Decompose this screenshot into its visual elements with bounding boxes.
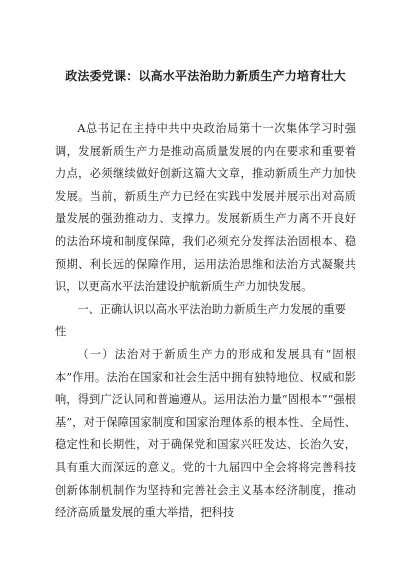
intro-paragraph: A总书记在主持中共中央政治局第十一次集体学习时强调，发展新质生产力是推动高质量发展的内在要求和重要着力点，必须继续做好创新这篇大文章，推动新质生产力加快发展。当前，新质生产力已经在实践中发展并展示出对高质量发展的强劲推动力、支撑力。发展新质生产力离不开良好的法治环境和制度保障，我们必须充分发挥法治固根本、稳预期、利长远的保障作用，运用法治思维和法治方式凝聚共识，以更高水平法治建设护航新质生产力加快发展。 bbox=[55, 122, 356, 294]
document-title: 政法委党课：以高水平法治助力新质生产力培育壮大 bbox=[65, 69, 346, 83]
document-body bbox=[55, 118, 356, 525]
section-heading: 一、正确认识以高水平法治助力新质生产力发展的重要性 bbox=[55, 302, 346, 339]
subsection-paragraph: （一）法治对于新质生产力的形成和发展具有“固根本”作用。法治在国家和社会生活中拥有独特地位、权威和影响，得到广泛认同和普遍遵从。运用法治力量“固根本”“强根基”，对于保障国家制度和国家治理体系的根本性、全局性、稳定性和长期性，对于确保党和国家兴旺发达、长治久安，具有重大而深远的意义。党的十九届四中全会将将完善科技创新体制机制作为坚持和完善社会主义基本经济制度，推动经济高质量发展的重大举措，把科技 bbox=[55, 347, 356, 520]
